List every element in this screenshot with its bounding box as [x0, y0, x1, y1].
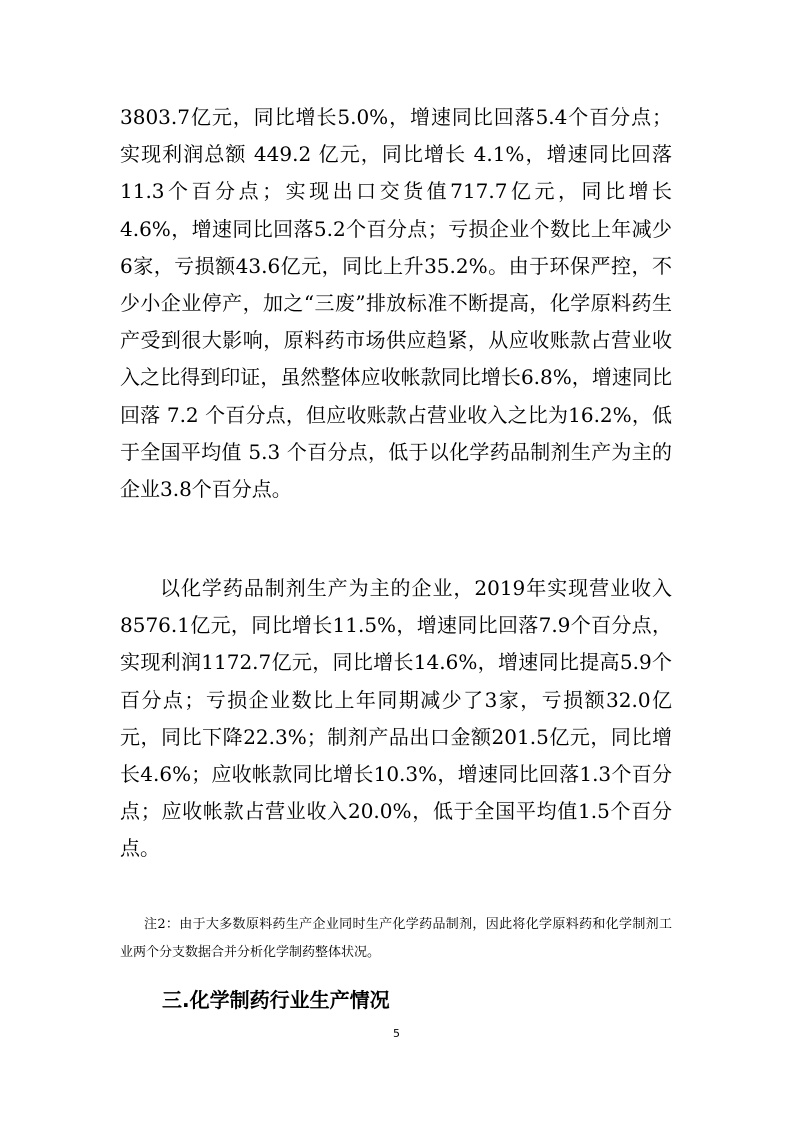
page-number: 5 — [393, 1027, 400, 1040]
body-paragraph-1: 3803.7亿元，同比增长5.0%，增速同比回落5.4个百分点；实现利润总额 449.2 亿元，同比增长 4.1%，增速同比回落11.3个百分点；实现出口交货值717.7亿元，同比增长4.6%，增速同比回落5.2个百分点；亏损企业个数比上年减少6家，亏损额43.6亿元，同比上升35.2%。由于环保严控，不少小企业停产，加之“三废”排放标准不断提高，化学原料药生产受到很大影响，原料药市场供应趋紧，从应收账款占营业收入之比得到印证，虽然整体应收帐款同比增长6.8%，增速同比回落 7.2 个百分点，但应收账款占营业收入之比为16.2%，低于全国平均值 5.3 个百分点，低于以化学药品制剂生产为主的企业3.8个百分点。 — [120, 105, 672, 502]
body-paragraph-2: 以化学药品制剂生产为主的企业，2019年实现营业收入8576.1亿元，同比增长11.5%，增速同比回落7.9个百分点，实现利润1172.7亿元，同比增长14.6%，增速同比提高5.9个百分点；亏损企业数比上年同期减少了3家，亏损额32.0亿元，同比下降22.3%；制剂产品出口金额201.5亿元，同比增长4.6%；应收帐款同比增长10.3%，增速同比回落1.3个百分点；应收帐款占营业收入20.0%，低于全国平均值1.5个百分点。 — [120, 576, 672, 861]
footnote: 注2：由于大多数原料药生产企业同时生产化学药品制剂，因此将化学原料药和化学制剂工业两个分支数据合并分析化学制药整体状况。 — [120, 917, 672, 960]
section-heading: 三.化学制药行业生产情况 — [162, 988, 390, 1012]
